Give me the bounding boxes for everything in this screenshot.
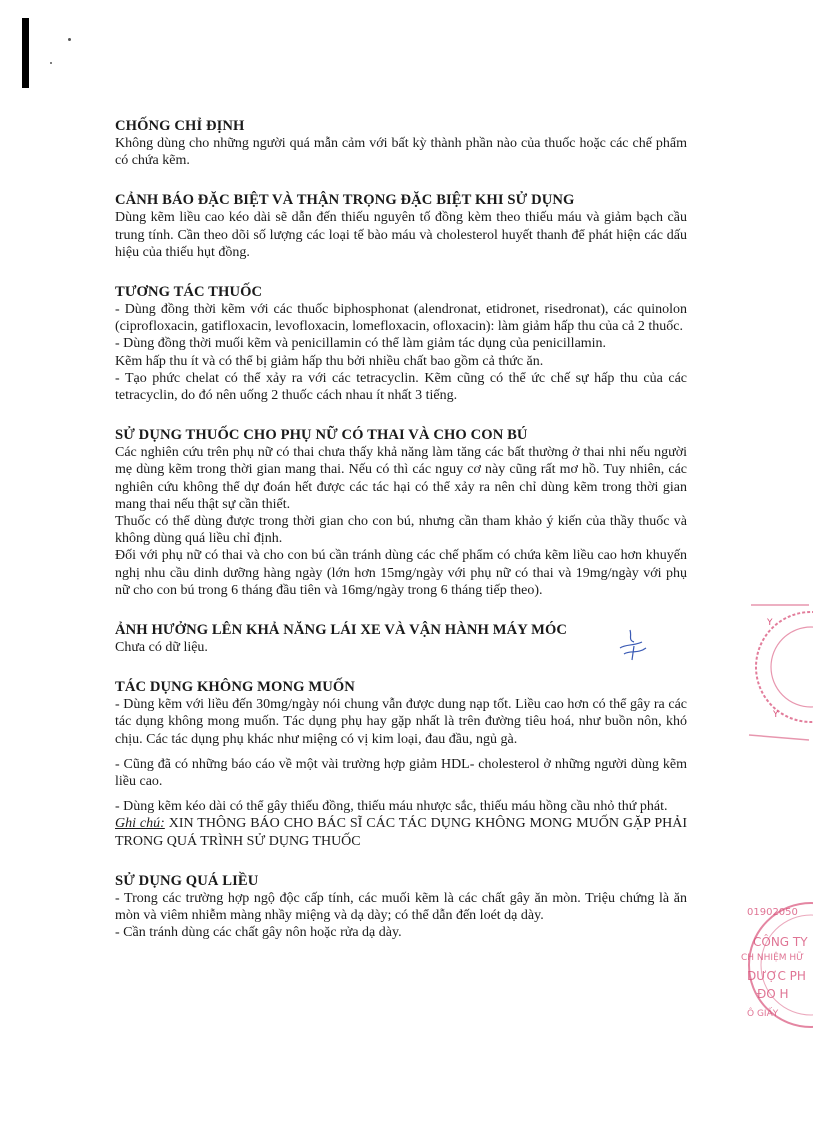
section-pregnancy bbox=[115, 427, 687, 599]
scan-speck bbox=[50, 62, 52, 64]
paragraph: - Dùng kẽm với liều đến 30mg/ngày nói chung vẫn được dung nạp tốt. Liều cao hơn có thể gây ra các tác dụng không mong muốn. Tác dụng phụ hay gặp nhất là trên đường tiêu hoá, như buồn nôn, khó chịu. Các tác dụng phụ khác như miệng có vị kim loại, đau đầu, ngủ gà. bbox=[115, 697, 687, 747]
paragraph: - Trong các trường hợp ngộ độc cấp tính, các muối kẽm là các chất gây ăn mòn. Triệu chứng là ăn mòn và viêm nhiễm màng nhầy miệng và dạ dày; có thể dẫn đến loét dạ dày. bbox=[115, 890, 687, 924]
stamp-top-letter: Y bbox=[773, 710, 779, 720]
paragraph: - Cần tránh dùng các chất gây nôn hoặc rửa dạ dày. bbox=[115, 925, 402, 941]
paragraph: Chưa có dữ liệu. bbox=[115, 640, 208, 656]
stamp-top-letter: Y bbox=[767, 618, 773, 628]
scan-speck bbox=[68, 38, 71, 41]
section-heading: CẢNH BÁO ĐẶC BIỆT VÀ THẬN TRỌNG ĐẶC BIỆT KHI SỬ DỤNG bbox=[115, 192, 575, 209]
note-label: Ghi chú: bbox=[115, 816, 165, 832]
stamp-text: CH NHIỆM HỮ bbox=[741, 953, 804, 963]
section-overdose bbox=[115, 873, 687, 942]
stamp-text: Ô GIẤY bbox=[747, 1009, 779, 1019]
section-heading: SỬ DỤNG QUÁ LIỀU bbox=[115, 872, 259, 889]
section-side-effects bbox=[115, 679, 687, 850]
note bbox=[115, 815, 687, 849]
paragraph: Thuốc có thể dùng được trong thời gian cho con bú, nhưng cần tham khảo ý kiến của thầy thuốc và không dùng quá liều chỉ định. bbox=[115, 514, 687, 547]
paragraph: Kẽm hấp thu ít và có thể bị giảm hấp thu bởi nhiều chất bao gồm cả thức ăn. bbox=[115, 353, 544, 369]
section-warnings bbox=[115, 192, 687, 261]
stamp-text: CÔNG TY bbox=[753, 935, 808, 949]
stamp-text: ĐO H bbox=[757, 987, 789, 1001]
document-body bbox=[115, 118, 687, 942]
section-contraindications bbox=[115, 118, 687, 169]
section-heading: CHỐNG CHỈ ĐỊNH bbox=[115, 118, 245, 134]
paragraph: Không dùng cho những người quá mẫn cảm với bất kỳ thành phần nào của thuốc hoặc các chế phẩm có chứa kẽm. bbox=[115, 136, 687, 169]
paragraph: Đối với phụ nữ có thai và cho con bú cần tránh dùng các chế phẩm có chứa kẽm liều cao hơn khuyến nghị nhu cầu dinh dưỡng hàng ngày (lớn hơn 15mg/ngày với phụ nữ có thai và 19mg/ngày với phụ nữ cho con bú trong 6 tháng đầu tiên và 16mg/ngày trong 6 tháng tiếp theo). bbox=[115, 548, 687, 598]
paragraph: - Dùng kẽm kéo dài có thể gây thiếu đồng, thiếu máu nhược sắc, thiếu máu hồng cầu nhỏ thứ phát. bbox=[115, 799, 668, 815]
paragraph: Dùng kẽm liều cao kéo dài sẽ dẫn đến thiếu nguyên tố đồng kèm theo thiếu máu và giảm bạch cầu trung tính. Cần theo dõi số lượng các loại tế bào máu và cholesterol huyết thanh để phát hiện các dấu hiệu của thiếu hụt đồng. bbox=[115, 210, 687, 260]
signature-mark bbox=[612, 628, 652, 664]
paragraph: Các nghiên cứu trên phụ nữ có thai chưa thấy khả năng làm tăng các bất thường ở thai nhi nếu người mẹ dùng kẽm trong thời gian mang thai. Nếu có thì các nguy cơ này cũng rất mơ hồ. Tuy nhiên, các nghiên cứu không thể dự đoán hết được các tác hại có thể xảy ra nên chỉ dùng kẽm trong thời gian mang thai nếu thật sự cần thiết. bbox=[115, 445, 687, 512]
stamp-seal-top bbox=[749, 595, 809, 745]
section-heading: TƯƠNG TÁC THUỐC bbox=[115, 284, 263, 301]
paragraph: - Tạo phức chelat có thể xảy ra với các tetracyclin. Kẽm cũng có thể ức chế sự hấp thu của các tetracyclin, do đó nên uống 2 thuốc cách nhau ít nhất 3 tiếng. bbox=[115, 370, 687, 404]
section-driving bbox=[115, 622, 687, 656]
section-heading: ẢNH HƯỞNG LÊN KHẢ NĂNG LÁI XE VÀ VẬN HÀNH MÁY MÓC bbox=[115, 622, 568, 639]
section-heading: TÁC DỤNG KHÔNG MONG MUỐN bbox=[115, 679, 355, 696]
paragraph: - Dùng đồng thời kẽm với các thuốc biphosphonat (alendronat, etidronet, risedronat), các quinolon (ciprofloxacin, gatifloxacin, levofloxacin, lomefloxacin, ofloxacin): làm giảm hấp thu của cả 2 thuốc. bbox=[115, 302, 687, 335]
stamp-text: DƯỢC PH bbox=[747, 969, 806, 983]
paragraph: - Dùng đồng thời muối kẽm và penicillamin có thể làm giảm tác dụng của penicillamin. bbox=[115, 336, 607, 352]
stamp-seal-company bbox=[733, 895, 813, 1035]
section-heading: SỬ DỤNG THUỐC CHO PHỤ NỮ CÓ THAI VÀ CHO CON BÚ bbox=[115, 427, 528, 444]
scan-edge-mark bbox=[22, 18, 29, 88]
note-text: XIN THÔNG BÁO CHO BÁC SĨ CÁC TÁC DỤNG KHÔNG MONG MUỐN GẶP PHẢI TRONG QUÁ TRÌNH SỬ DỤNG THUỐC bbox=[115, 816, 687, 849]
stamp-text: 01902050 bbox=[747, 907, 798, 918]
paragraph: - Cũng đã có những báo cáo về một vài trường hợp giảm HDL- cholesterol ở những người dùng kẽm liều cao. bbox=[115, 756, 687, 790]
section-interactions bbox=[115, 284, 687, 404]
